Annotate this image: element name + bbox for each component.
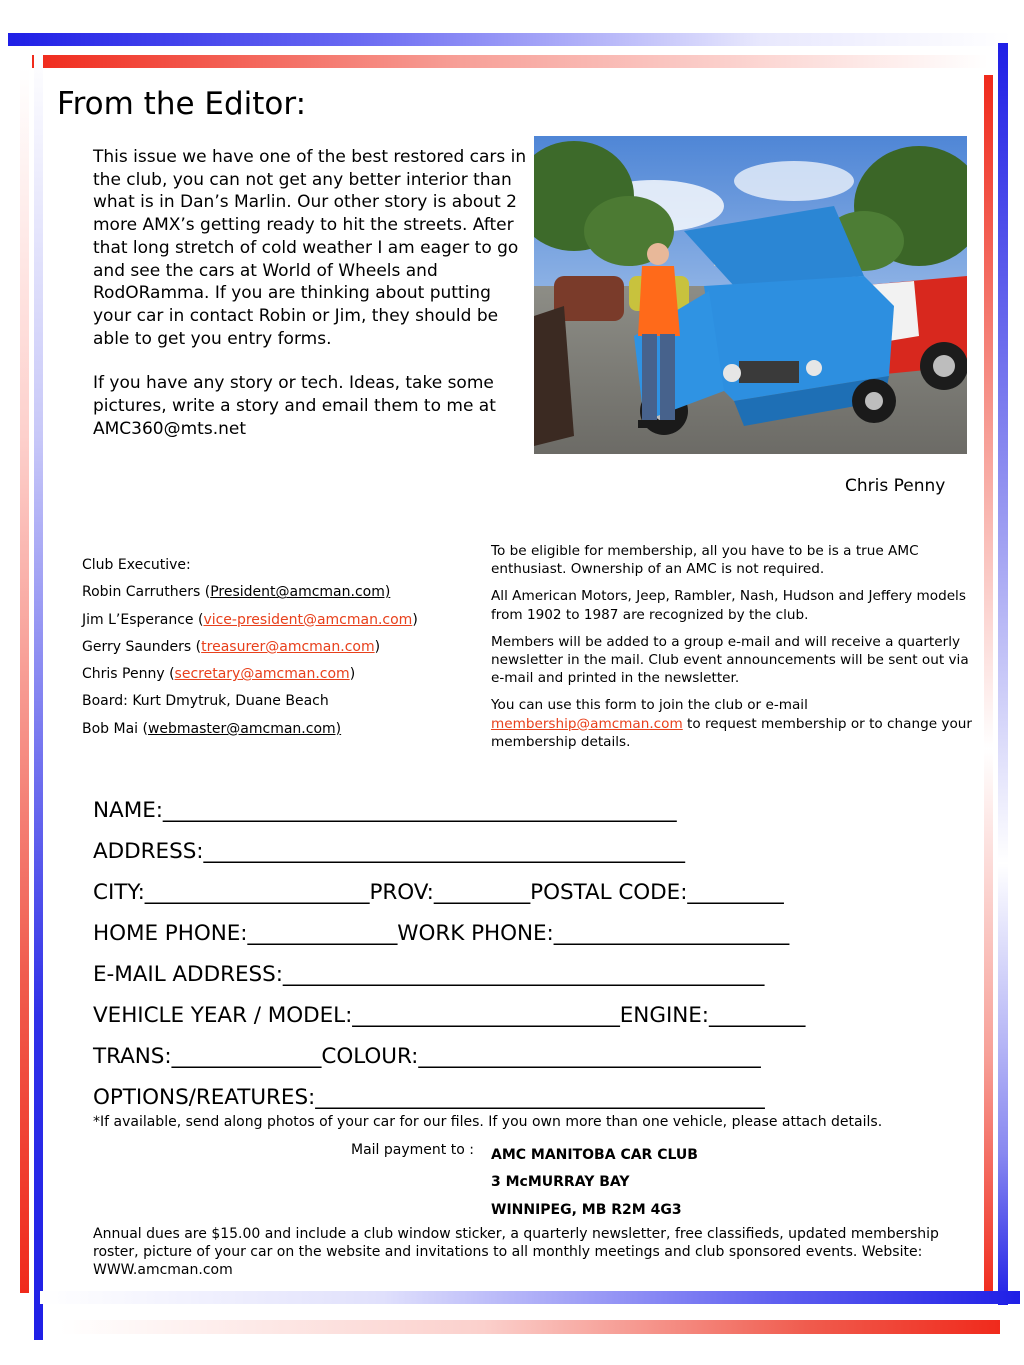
mailing-city: WINNIPEG, MB R2M 4G3: [491, 1201, 682, 1218]
membership-paragraph: To be eligible for membership, all you have to be is a true AMC enthusiast. Ownership of an AMC is not required.: [491, 543, 919, 578]
editor-title: From the Editor:: [57, 86, 307, 122]
membership-info: [491, 542, 983, 760]
car-photo: [534, 136, 967, 454]
border-bar-right-blue: [998, 43, 1008, 1305]
membership-text: You can use this form to join the club or e-mail: [491, 697, 808, 714]
form-line-city: CITY:_____________________PROV:_________POSTAL CODE:_________: [93, 880, 784, 905]
executive-suffix: ): [349, 666, 356, 683]
executive-member: [82, 607, 418, 634]
webmaster-email-link[interactable]: webmaster@amcman.com): [147, 720, 342, 737]
executive-name: Robin Carruthers (: [82, 584, 211, 601]
membership-paragraph: All American Motors, Jeep, Rambler, Nash, Hudson and Jeffery models from 1902 to 1987 are recognized by the club.: [491, 588, 966, 623]
border-bar-top-red: [32, 55, 988, 68]
executive-member: [82, 634, 418, 661]
mailing-club-name: AMC MANITOBA CAR CLUB: [491, 1147, 698, 1163]
form-line-name: NAME:________________________________________________: [93, 798, 677, 823]
executive-email-link[interactable]: treasurer@amcman.com: [201, 638, 375, 655]
executive-email-link[interactable]: President@amcman.com): [210, 584, 391, 601]
mailing-address: [491, 1142, 698, 1224]
club-executive-list: [82, 552, 418, 743]
border-bar-bottom-red: [60, 1320, 1000, 1334]
membership-email-link[interactable]: membership@amcman.com: [491, 715, 683, 732]
membership-paragraph: [491, 696, 983, 751]
membership-text: to request membership or to change your membership details.: [491, 715, 972, 750]
form-line-email: E-MAIL ADDRESS:_____________________________________________: [93, 962, 765, 987]
executive-suffix: ): [374, 638, 381, 655]
form-line-address: ADDRESS:_____________________________________________: [93, 839, 685, 864]
form-line-phone: HOME PHONE:______________WORK PHONE:______________________: [93, 921, 790, 946]
border-bar-right-red: [984, 75, 993, 1300]
border-bar-left-blue: [34, 48, 43, 1340]
executive-name: Bob Mai (: [82, 720, 148, 737]
executive-name: Gerry Saunders (: [82, 638, 202, 655]
form-line-vehicle: VEHICLE YEAR / MODEL:_________________________ENGINE:_________: [93, 1003, 806, 1028]
editor-paragraph: If you have any story or tech. Ideas, take some pictures, write a story and email them to me at AMC360@mts.net: [93, 373, 496, 439]
executive-heading: Club Executive:: [82, 557, 191, 573]
executive-email-link[interactable]: secretary@amcman.com: [174, 666, 350, 683]
editor-letter: [93, 146, 533, 462]
form-line-trans: TRANS:______________COLOUR:________________________________: [93, 1044, 761, 1069]
executive-member: [82, 579, 418, 606]
membership-paragraph: Members will be added to a group e-mail and will receive a quarterly newsletter in the mail. Club event announcements will be sent out via e-mail and printed in the newsletter.: [491, 633, 969, 687]
border-bar-top-blue: [8, 33, 1012, 46]
mailing-street: 3 McMURRAY BAY: [491, 1174, 630, 1191]
executive-member: [82, 661, 418, 688]
annual-dues-text: Annual dues are $15.00 and include a club window sticker, a quarterly newsletter, free classifieds, updated membership roster, picture of your car on the website and invitations to all monthly meetings and club sponsored events. Website: WWW.amcman.com: [93, 1226, 939, 1278]
form-line-options: OPTIONS/REATURES:__________________________________________: [93, 1085, 765, 1110]
editor-signature: Chris Penny: [845, 476, 946, 496]
executive-name: Chris Penny (: [82, 666, 175, 683]
executive-member: [82, 716, 418, 743]
executive-name: Jim L’Esperance (: [82, 611, 204, 628]
executive-suffix: ): [412, 611, 418, 628]
executive-email-link[interactable]: vice-president@amcman.com: [203, 611, 413, 628]
mail-payment-label: Mail payment to :: [351, 1142, 474, 1158]
membership-form: [93, 790, 805, 1118]
editor-paragraph: This issue we have one of the best restored cars in the club, you can not get any better interior than what is in Dan’s Marlin. Our other story is about 2 more AMX’s getting ready to hit the streets. After that long stretch of cold weather I am eager to go and see the cars at World of Wheels and RodORamma. If you are thinking about putting your car in contact Robin or Jim, they should be able to get you entry forms.: [93, 147, 527, 349]
photo-note: *If available, send along photos of your car for our files. If you own more than one vehicle, please attach details.: [93, 1114, 883, 1130]
board-members: Board: Kurt Dmytruk, Duane Beach: [82, 693, 329, 710]
border-bar-bottom-blue: [40, 1291, 1020, 1304]
border-bar-left-red: [20, 68, 29, 1293]
